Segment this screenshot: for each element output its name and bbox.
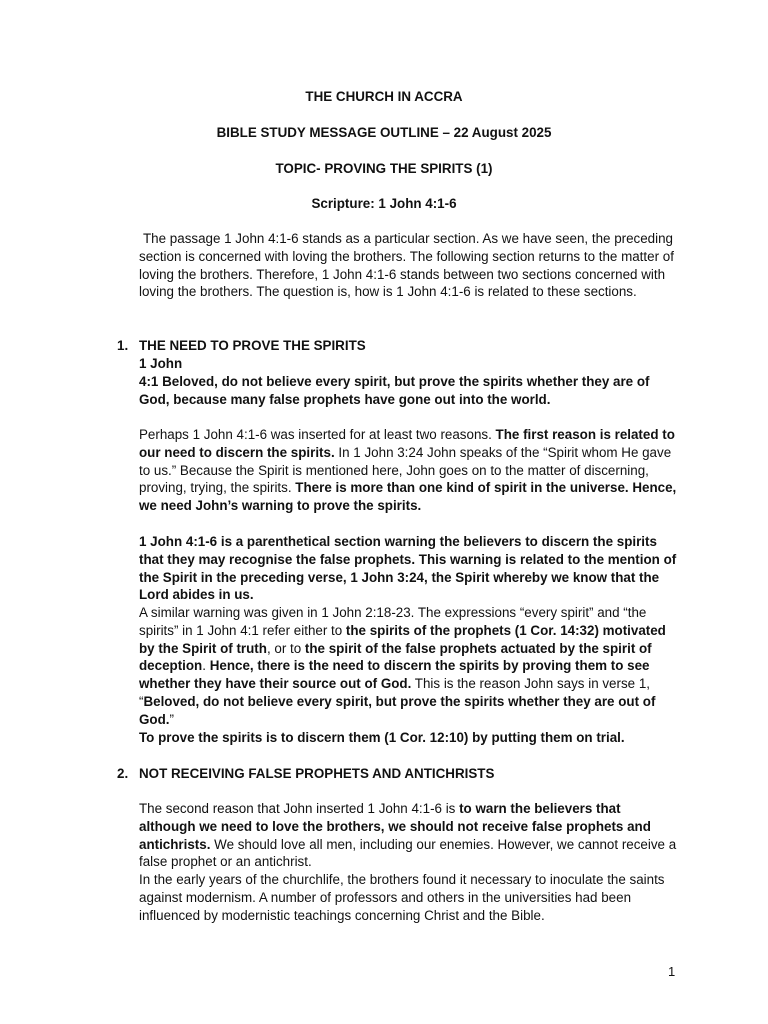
bold-text-run: Beloved, do not believe every spirit, but prove the spirits whether they are out of God. bbox=[139, 693, 656, 727]
intro-paragraph: The passage 1 John 4:1-6 stands as a particular section. As we have seen, the preceding section is concerned with loving the brothers. The following section returns to the matter of loving the brothers. Therefore, 1 John 4:1-6 stands between two sections concerned with loving the brothers. The question is, how is 1 John 4:1-6 is related to these sections. bbox=[139, 231, 674, 300]
text-run: ” bbox=[169, 711, 174, 727]
topic-title: TOPIC- PROVING THE SPIRITS (1) bbox=[275, 161, 493, 176]
text-run: , or to bbox=[266, 640, 305, 656]
section2-paragraph-1 bbox=[139, 800, 679, 871]
section-number: 1. bbox=[117, 338, 129, 353]
section2-paragraph-2: In the early years of the churchlife, the brothers found it necessary to inoculate the saints against modernism. A number of professors and others in the universities had been influenced by modernistic teachings concerning Christ and the Bible. bbox=[139, 872, 665, 923]
bold-text-run: Hence, there is the need to discern the spirits by proving them to see whether they have their source out of God. bbox=[139, 658, 650, 692]
text-run: A similar warning was given in 1 John 2:18-23. The expressions “every spirit” and “the spirits” in 1 John 4:1 refer either to bbox=[139, 605, 647, 638]
bold-text-run: the spirits of the prophets (1 Cor. 14:32) motivated by the Spirit of truth bbox=[139, 622, 666, 656]
text-run: This is the reason John says in verse 1, “ bbox=[139, 676, 650, 709]
bold-text-run: There is more than one kind of spirit in the universe. Hence, we need John’s warning to prove the spirits. bbox=[139, 480, 677, 514]
text-run: We should love all men, including our enemies. However, we cannot receive a false prophet or an antichrist. bbox=[139, 836, 677, 870]
text-run: Perhaps 1 John 4:1-6 was inserted for at least two reasons. bbox=[139, 427, 496, 442]
bold-text-run: to warn the believers that although we need to love the brothers, we should not receive false prophets and antichrists. bbox=[139, 801, 651, 852]
bold-text-run: The first reason is related to our need to discern the spirits. bbox=[139, 427, 675, 460]
scripture-reference: Scripture: 1 John 4:1-6 bbox=[311, 196, 457, 211]
bold-text-run: the spirit of the false prophets actuated by the spirit of deception bbox=[139, 640, 652, 674]
text-run: . bbox=[202, 658, 210, 674]
section1-paragraph-2: 1 John 4:1-6 is a parenthetical section warning the believers to discern the spirits that they may recognise the false prophets. This warning is related to the mention of the Spirit in the preceding verse, 1 John 3:24, the Spirit whereby we know that the Lord abides in us. bbox=[139, 534, 677, 603]
verse-text: 4:1 Beloved, do not believe every spirit, but prove the spirits whether they are of God, because many false prophets have gone out into the world. bbox=[139, 374, 650, 407]
outline-title: BIBLE STUDY MESSAGE OUTLINE – 22 August 2025 bbox=[216, 125, 552, 140]
section1-paragraph-1 bbox=[139, 426, 679, 515]
section-title: THE NEED TO PROVE THE SPIRITS bbox=[139, 338, 366, 353]
section1-paragraph-3 bbox=[139, 604, 679, 729]
text-run: In 1 John 3:24 John speaks of the “Spirit whom He gave to us.” Because the Spirit is mentioned here, John goes on to the matter of discerning, proving, trying, the spirits. bbox=[139, 444, 672, 496]
verse-reference: 1 John bbox=[139, 356, 183, 371]
text-run: The second reason that John inserted 1 John 4:1-6 is bbox=[139, 801, 460, 816]
church-name: THE CHURCH IN ACCRA bbox=[305, 89, 463, 104]
section-number: 2. bbox=[117, 766, 129, 781]
page-number: 1 bbox=[668, 964, 676, 979]
section-title: NOT RECEIVING FALSE PROPHETS AND ANTICHRISTS bbox=[139, 766, 495, 781]
section1-paragraph-4: To prove the spirits is to discern them (1 Cor. 12:10) by putting them on trial. bbox=[139, 730, 625, 745]
